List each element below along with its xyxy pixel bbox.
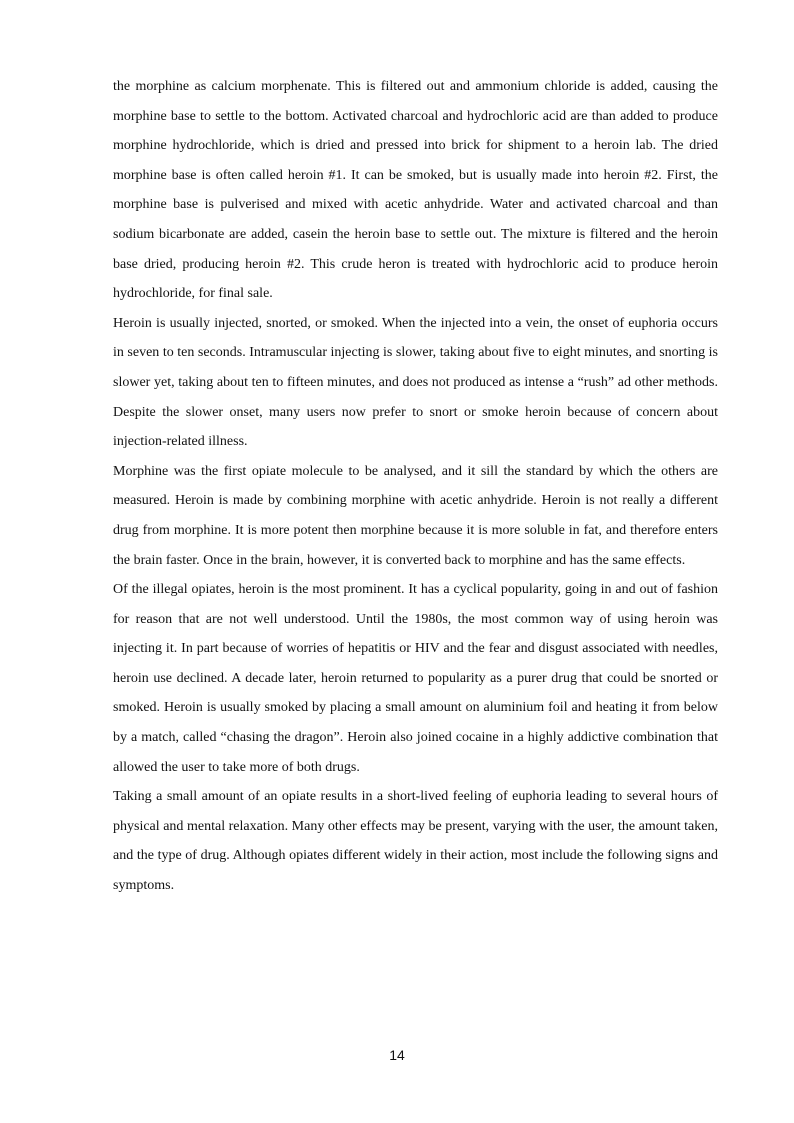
paragraph-morphine-vs-heroin: Morphine was the first opiate molecule to be analysed, and it sill the standard by which the others are measured. Heroin is made by combining morphine with acetic anhydride. Heroin is not really a different drug from morphine. It is more potent then morphine because it is more soluble in fat, and therefore enters the brain faster. Once in the brain, however, it is converted back to morphine and has the same effects. xyxy=(113,463,718,568)
page-body xyxy=(113,72,718,901)
paragraph-heroin-administration: Heroin is usually injected, snorted, or smoked. When the injected into a vein, the onset of euphoria occurs in seven to ten seconds. Intramuscular injecting is slower, taking about five to eight minutes, and snorting is slower yet, taking about ten to fifteen minutes, and does not produced as intense a “rush” ad other methods. Despite the slower onset, many users now prefer to snort or smoke heroin because of concern about injection-related illness. xyxy=(113,315,718,450)
paragraph-opiate-effects: Taking a small amount of an opiate results in a short-lived feeling of euphoria leading to several hours of physical and mental relaxation. Many other effects may be present, varying with the user, the amount taken, and the type of drug. Although opiates different widely in their action, most include the following signs and symptoms. xyxy=(113,789,718,894)
paragraph-morphine-processing: the morphine as calcium morphenate. This is filtered out and ammonium chloride is added, causing the morphine base to settle to the bottom. Activated charcoal and hydrochloric acid are than added to produce morphine hydrochloride, which is dried and pressed into brick for shipment to a heroin lab. The dried morphine base is often called heroin #1. It can be smoked, but is usually made into heroin #2. First, the morphine base is pulverised and mixed with acetic anhydride. Water and activated charcoal and than sodium bicarbonate are added, casein the heroin base to settle out. The mixture is filtered and the heroin base dried, producing heroin #2. This crude heron is treated with hydrochloric acid to produce heroin hydrochloride, for final sale. xyxy=(113,79,718,302)
page-number: 14 xyxy=(389,1047,405,1063)
paragraph-illegal-opiates: Of the illegal opiates, heroin is the most prominent. It has a cyclical popularity, going in and out of fashion for reason that are not well understood. Until the 1980s, the most common way of using heroin was injecting it. In part because of worries of hepatitis or HIV and the fear and disgust associated with needles, heroin use declined. A decade later, heroin returned to popularity as a purer drug that could be snorted or smoked. Heroin is usually smoked by placing a small amount on aluminium foil and heating it from below by a match, called “chasing the dragon”. Heroin also joined cocaine in a highly addictive combination that allowed the user to take more of both drugs. xyxy=(113,582,718,775)
